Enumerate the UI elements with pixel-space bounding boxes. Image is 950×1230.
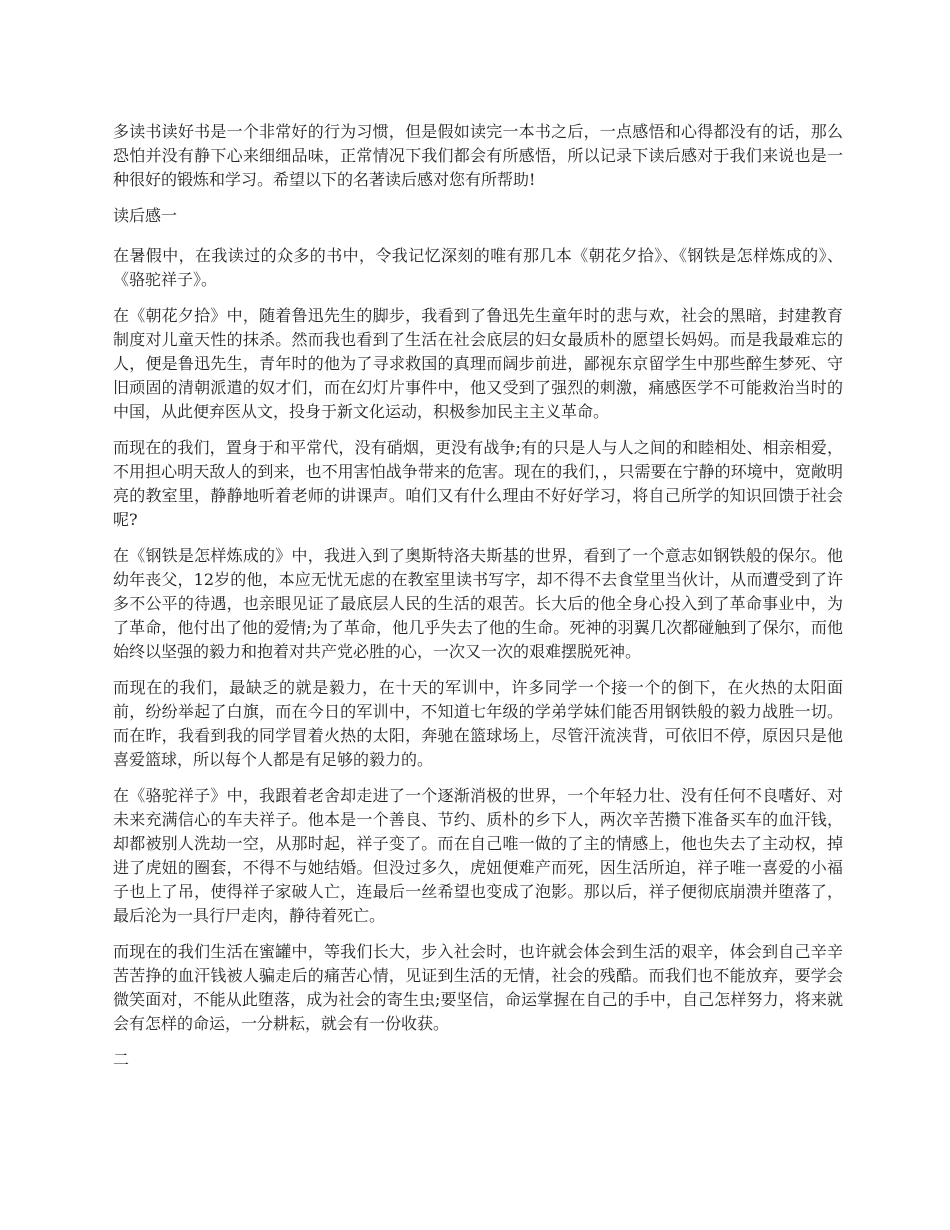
paragraph-7: 而现在的我们生活在蜜罐中，等我们长大，步入社会时，也许就会体会到生活的艰辛，体会到自己辛辛苦苦挣的血汗钱被人骗走后的痛苦心情，见证到生活的无情，社会的残酷。而我们也不能放弃，要学会微笑面对，不能从此堕落，成为社会的寄生虫;要坚信，命运掌握在自己的手中，自己怎样努力，将来就会有怎样的命运，一分耕耘，就会有一份收获。 [113,942,843,1033]
paragraph-3: 而现在的我们，置身于和平常代，没有硝烟，更没有战争;有的只是人与人之间的和睦相处、相亲相爱，不用担心明天敌人的到来，也不用害怕战争带来的危害。现在的我们，，只需要在宁静的环境中，宽敞明亮的教室里，静静地听着老师的讲课声。咱们又有什么理由不好好学习，将自己所学的知识回馈于社会呢? [113,438,843,529]
section-heading-2: 二 [113,1050,130,1069]
paragraph-5: 而现在的我们，最缺乏的就是毅力，在十天的军训中，许多同学一个接一个的倒下，在火热的太阳面前，纷纷举起了白旗，而在今日的军训中，不知道七年级的学弟学妹们能否用钢铁般的毅力战胜一切。而在昨，我看到我的同学冒着火热的太阳，奔驰在篮球场上，尽管汗流浃背，可依旧不停，原因只是他喜爱篮球，所以每个人都是有足够的毅力的。 [113,678,843,769]
document-page [113,120,843,1088]
paragraph-1: 在暑假中，在我读过的众多的书中，令我记忆深刻的唯有那几本《朝花夕拾》、《钢铁是怎样炼成的》、《骆驼祥子》。 [113,246,843,289]
paragraph-2: 在《朝花夕拾》中，随着鲁迅先生的脚步，我看到了鲁迅先生童年时的悲与欢，社会的黑暗，封建教育制度对儿童天性的抹杀。然而我也看到了生活在社会底层的妇女最质朴的愿望长妈妈。而是我最难忘的人，便是鲁迅先生，青年时的他为了寻求救国的真理而阔步前进，鄙视东京留学生中那些醉生梦死、守旧顽固的清朝派遣的奴才们，而在幻灯片事件中，他又受到了强烈的刺激，痛感医学不可能救治当时的中国，从此便弃医从文，投身于新文化运动，积极参加民主主义革命。 [113,306,843,421]
section-heading-1: 读后感一 [113,206,178,225]
intro-paragraph: 多读书读好书是一个非常好的行为习惯，但是假如读完一本书之后，一点感悟和心得都没有的话，那么恐怕并没有静下心来细细品味，正常情况下我们都会有所感悟，所以记录下读后感对于我们来说也是一种很好的锻炼和学习。希望以下的名著读后感对您有所帮助! [113,122,843,189]
paragraph-6: 在《骆驼祥子》中，我跟着老舍却走进了一个逐渐消极的世界，一个年轻力壮、没有任何不良嗜好、对未来充满信心的车夫祥子。他本是一个善良、节约、质朴的乡下人，两次辛苦攒下准备买车的血汗钱，却都被别人洗劫一空，从那时起，祥子变了。而在自己唯一做的了主的情感上，他也失去了主动权，掉进了虎妞的圈套，不得不与她结婚。但没过多久，虎妞便难产而死，因生活所迫，祥子唯一喜爱的小福子也上了吊，使得祥子家破人亡，连最后一丝希望也变成了泡影。那以后，祥子便彻底崩溃并堕落了，最后沦为一具行尸走肉，静待着死亡。 [113,786,843,925]
paragraph-4: 在《钢铁是怎样炼成的》中，我进入到了奥斯特洛夫斯基的世界，看到了一个意志如钢铁般的保尔。他幼年丧父，12岁的他，本应无忧无虑的在教室里读书写字，却不得不去食堂里当伙计，从而遭受到了许多不公平的待遇，也亲眼见证了最底层人民的生活的艰苦。长大后的他全身心投入到了革命事业中，为了革命，他付出了他的爱情;为了革命，他几乎失去了他的生命。死神的羽翼几次都碰触到了保尔，而他始终以坚强的毅力和抱着对共产党必胜的心，一次又一次的艰难摆脱死神。 [113,546,843,661]
